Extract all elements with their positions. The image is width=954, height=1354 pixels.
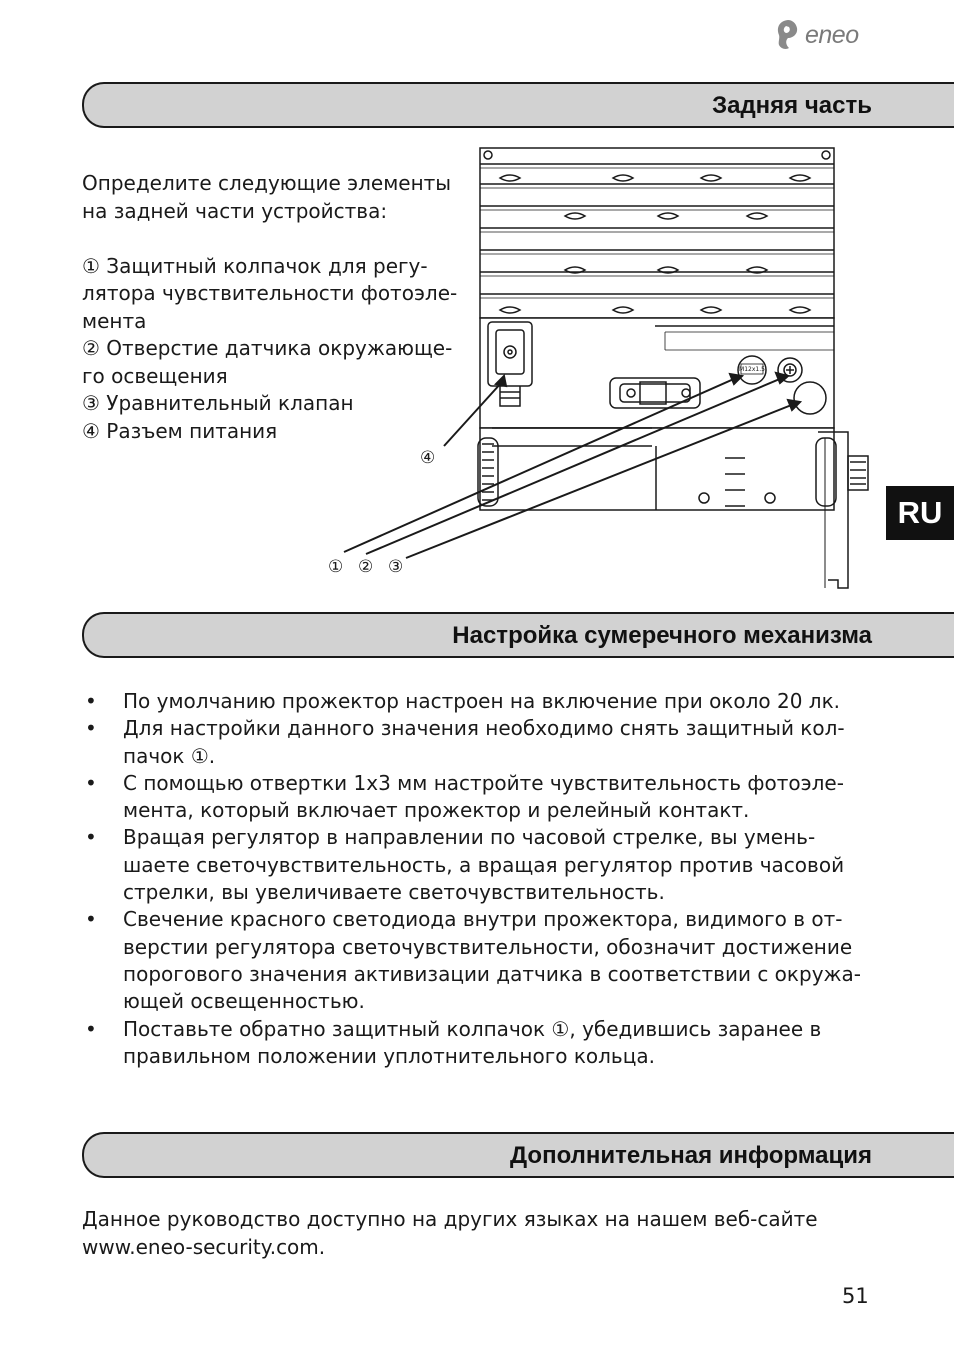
twilight-bullet-list (82, 688, 882, 1070)
item-line: го освещения (82, 363, 228, 388)
item-line: ③ Уравнительный клапан (82, 391, 354, 415)
page-number: 51 (842, 1284, 869, 1308)
callout-1: ① (328, 557, 344, 577)
eneo-logo-icon (774, 18, 802, 52)
item-line: ② Отверстие датчика окружающе- (82, 336, 453, 360)
section-title-rear: Задняя часть (712, 92, 872, 119)
language-tab: RU (886, 486, 954, 540)
item-line: ① Защитный колпачок для регу- (82, 253, 428, 278)
additional-info (82, 1206, 882, 1261)
callout-3: ③ (388, 557, 404, 577)
bullet-item (82, 824, 882, 906)
item-line: мента (82, 308, 147, 333)
section-title-twilight: Настройка сумеречного механизма (452, 622, 872, 649)
bullet-line: Вращая регулятор в направлении по часовой стрелке, вы умень- (123, 825, 816, 850)
bullet-line: По умолчанию прожектор настроен на включение при около 20 лк. (123, 689, 841, 713)
intro-line: на задней части устройства: (82, 198, 388, 223)
connector-label: M12x1.5 (739, 366, 765, 373)
bullet-line: стрелки, вы увеличиваете светочувствительность. (123, 880, 665, 905)
bullet-line: верстии регулятора светочувствительности, обозначит достижение (123, 934, 853, 959)
section-header-additional (82, 1132, 954, 1178)
bullet-line: Свечение красного светодиода внутри прожектора, видимого в от- (123, 907, 843, 932)
device-rear-diagram (320, 140, 880, 600)
section-header-rear (82, 82, 954, 128)
bullet-item (82, 715, 882, 770)
section-header-twilight (82, 612, 954, 658)
bullet-item (82, 1016, 882, 1071)
item-line: ④ Разъем питания (82, 418, 278, 443)
bullet-line: шаете светочувствительность, а вращая регулятор против часовой (123, 852, 845, 877)
bullet-line: порогового значения активизации датчика в соответствии с окружа- (123, 961, 862, 986)
bullet-line: пачок ①. (123, 743, 216, 768)
bullet-item (82, 770, 882, 825)
bullet-line: С помощью отвертки 1x3 мм настройте чувствительность фотоэле- (123, 770, 844, 795)
logo-text: eneo (805, 20, 859, 49)
bullet-line: Для настройки данного значения необходимо снять защитный кол- (123, 716, 845, 741)
eneo-logo (774, 18, 859, 52)
info-line: www.eneo-security.com. (82, 1234, 326, 1259)
intro-line: Определите следующие элементы (82, 171, 452, 195)
bullet-line: мента, который включает прожектор и релейный контакт. (123, 798, 750, 823)
callout-2: ② (358, 557, 374, 577)
bullet-line: правильном положении уплотнительного кольца. (123, 1043, 655, 1068)
callout-4: ④ (420, 448, 436, 468)
bullet-line: ющей освещенностью. (123, 989, 365, 1014)
info-line: Данное руководство доступно на других языках на нашем веб-сайте (82, 1207, 818, 1231)
bullet-line: Поставьте обратно защитный колпачок ①, убедившись заранее в (123, 1016, 822, 1041)
bullet-item (82, 688, 882, 715)
section-title-additional: Дополнительная информация (510, 1142, 872, 1169)
bullet-item (82, 906, 882, 1015)
item-line: лятора чувствительности фотоэле- (82, 281, 458, 305)
